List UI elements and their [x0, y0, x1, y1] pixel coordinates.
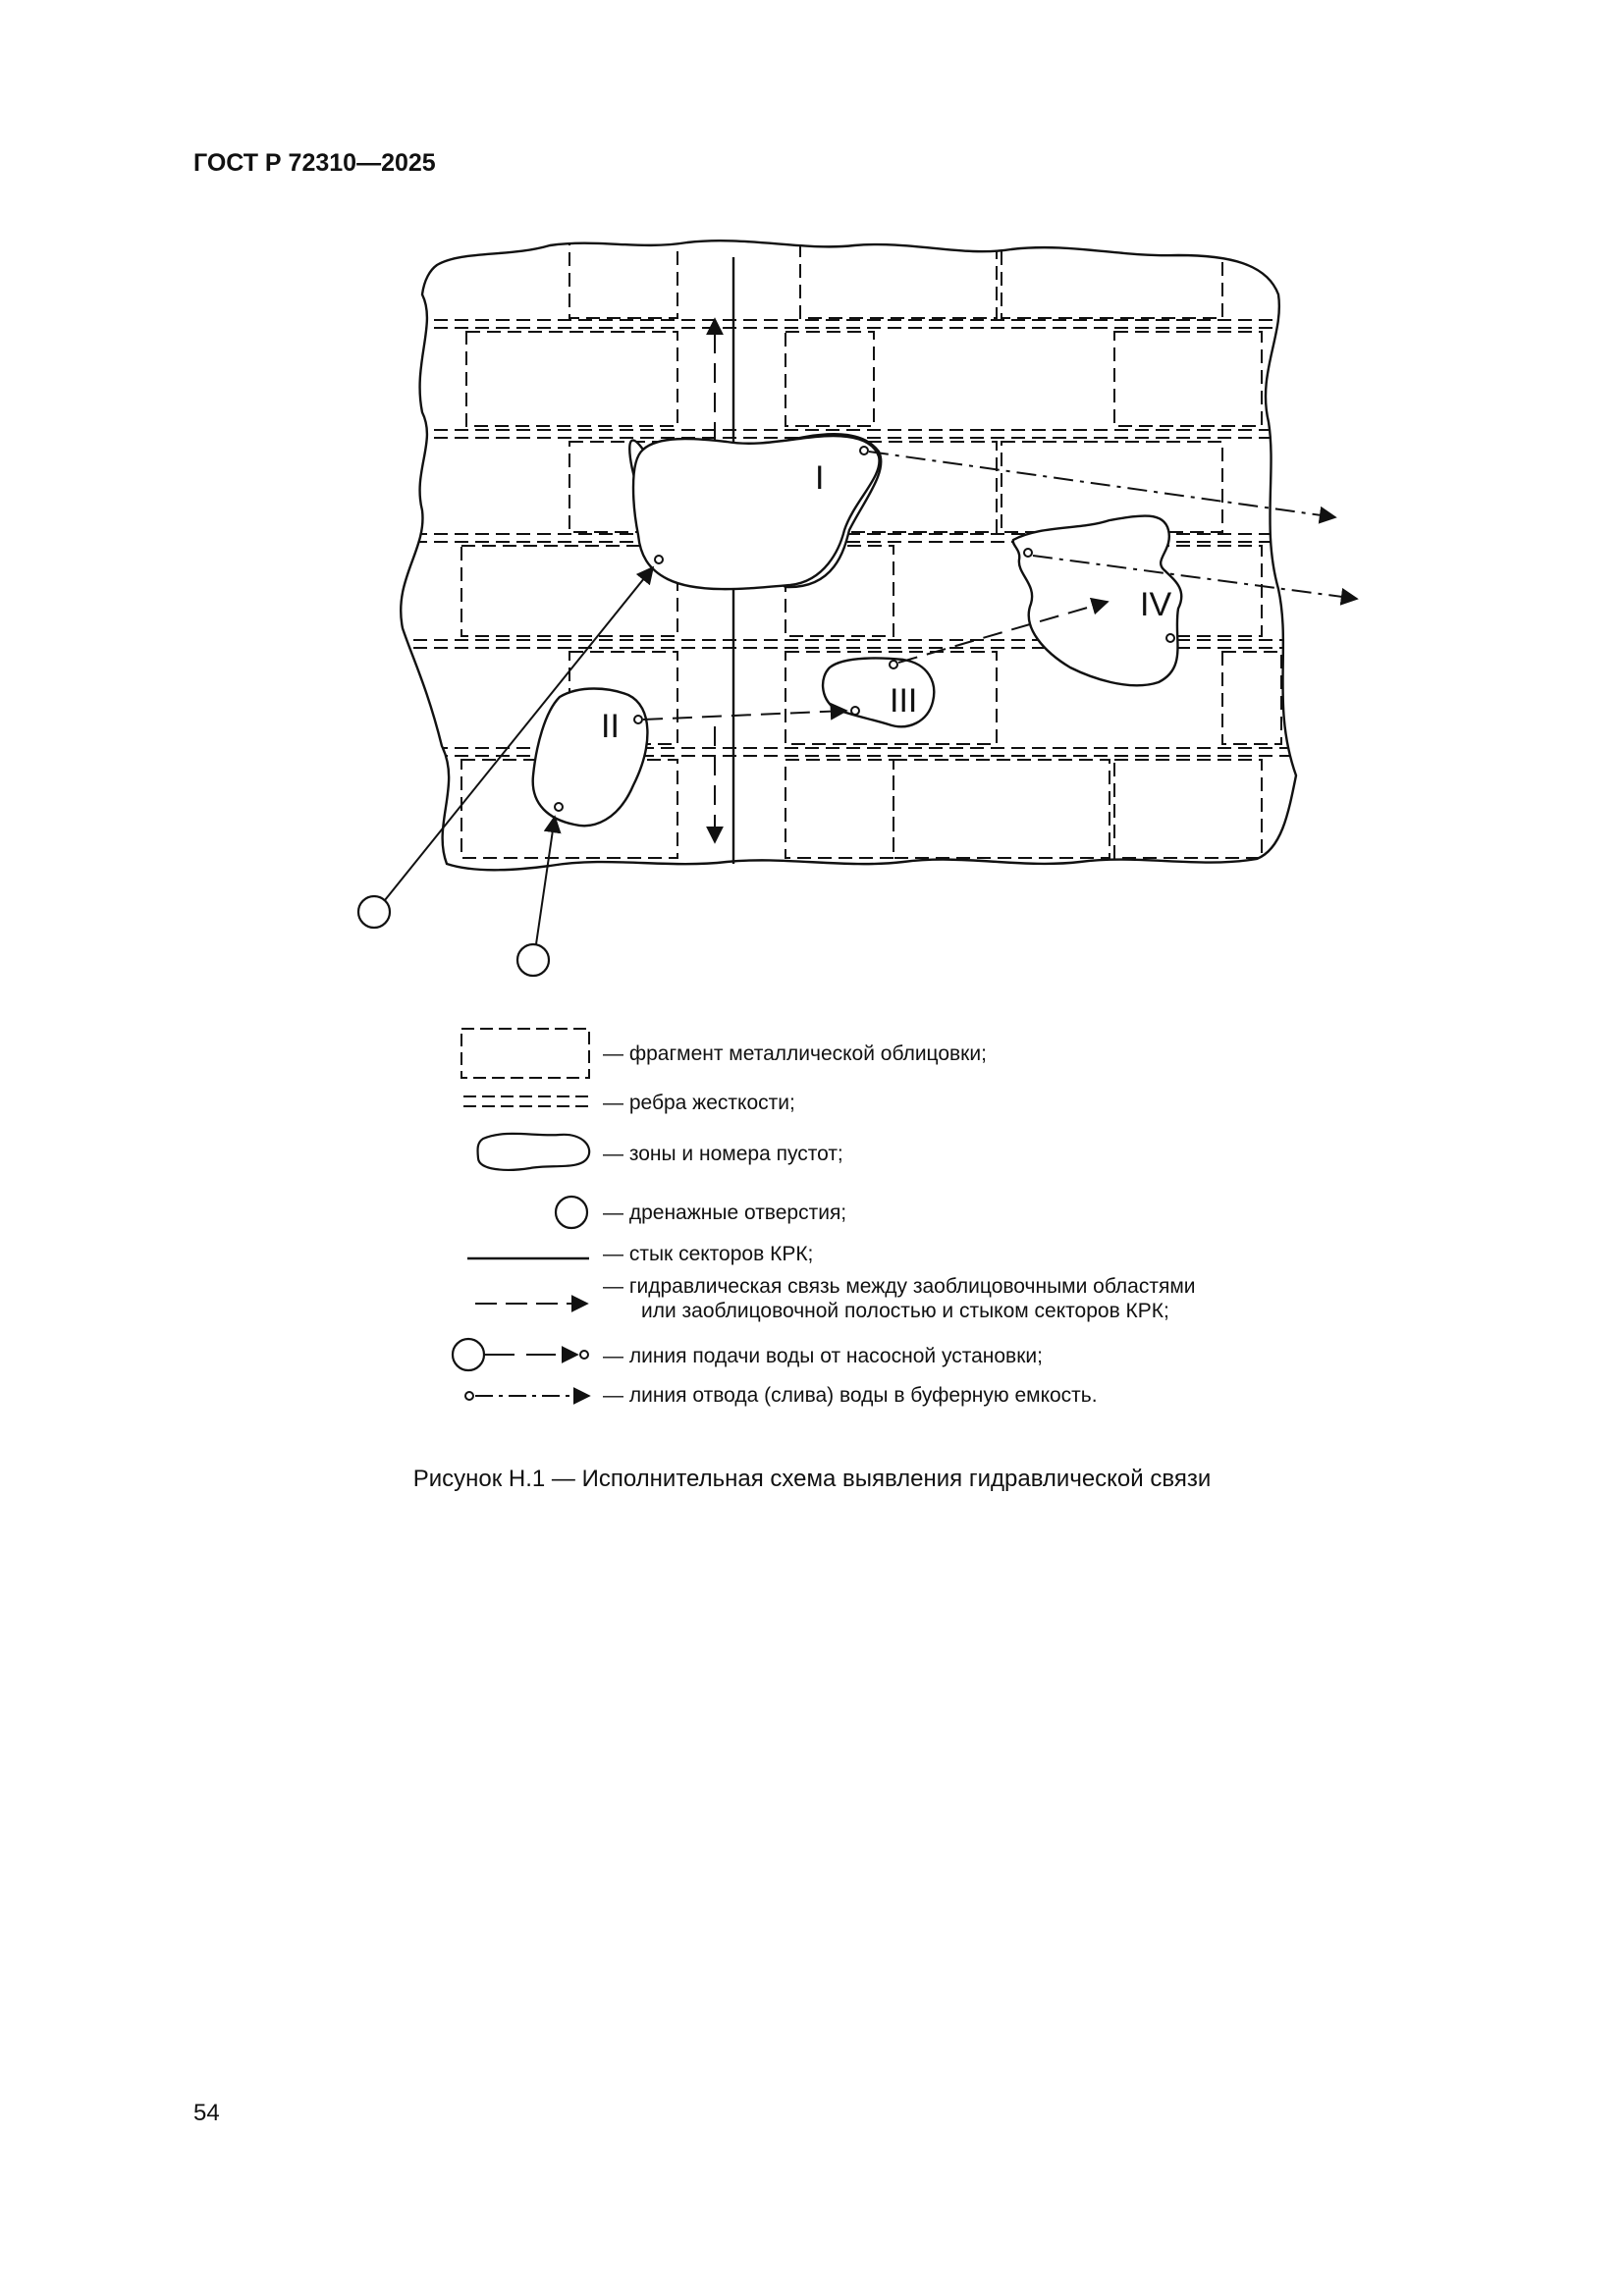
legend-symbol-void — [478, 1134, 590, 1170]
supply-line-2 — [536, 817, 555, 944]
drain-line-I — [869, 452, 1335, 517]
legend-symbol-stiffener — [463, 1096, 589, 1106]
legend-symbol-drainage — [556, 1197, 587, 1228]
legend-text-stiffener: — ребра жесткости; — [603, 1092, 795, 1114]
legend-text-void: — зоны и номера пустот; — [603, 1143, 843, 1165]
legend — [453, 1029, 1196, 1407]
hydraulic-link-II-III — [643, 711, 846, 720]
void-zone-II — [533, 689, 648, 827]
legend-text-hydraulic-link-2: или заоблицовочной полостью и стыком секторов КРК; — [641, 1300, 1169, 1322]
legend-symbol-lining-fragment — [461, 1029, 589, 1078]
drainage-opening-1 — [358, 896, 390, 928]
zone-label-IV: IV — [1140, 586, 1172, 623]
zone-label-I: I — [815, 459, 825, 497]
zone-label-II: II — [601, 708, 620, 745]
void-zone-I-outline — [633, 436, 880, 589]
legend-text-lining-fragment: — фрагмент металлической облицовки; — [603, 1042, 987, 1065]
legend-text-joint: — стык секторов КРК; — [603, 1243, 814, 1265]
document-header: ГОСТ Р 72310—2025 — [193, 149, 436, 177]
zone-label-III: III — [890, 682, 918, 720]
legend-text-supply-line: — линия подачи воды от насосной установки; — [603, 1345, 1043, 1367]
figure-caption: Рисунок Н.1 — Исполнительная схема выявления гидравлической связи — [412, 1466, 1212, 1492]
page-number: 54 — [193, 2100, 220, 2126]
legend-text-hydraulic-link-1: — гидравлическая связь между заоблицовочными областями — [603, 1275, 1196, 1298]
legend-text-drain-line: — линия отвода (слива) воды в буферную емкость. — [603, 1384, 1098, 1407]
drainage-opening-2 — [517, 944, 549, 976]
legend-text-drainage: — дренажные отверстия; — [603, 1201, 847, 1224]
